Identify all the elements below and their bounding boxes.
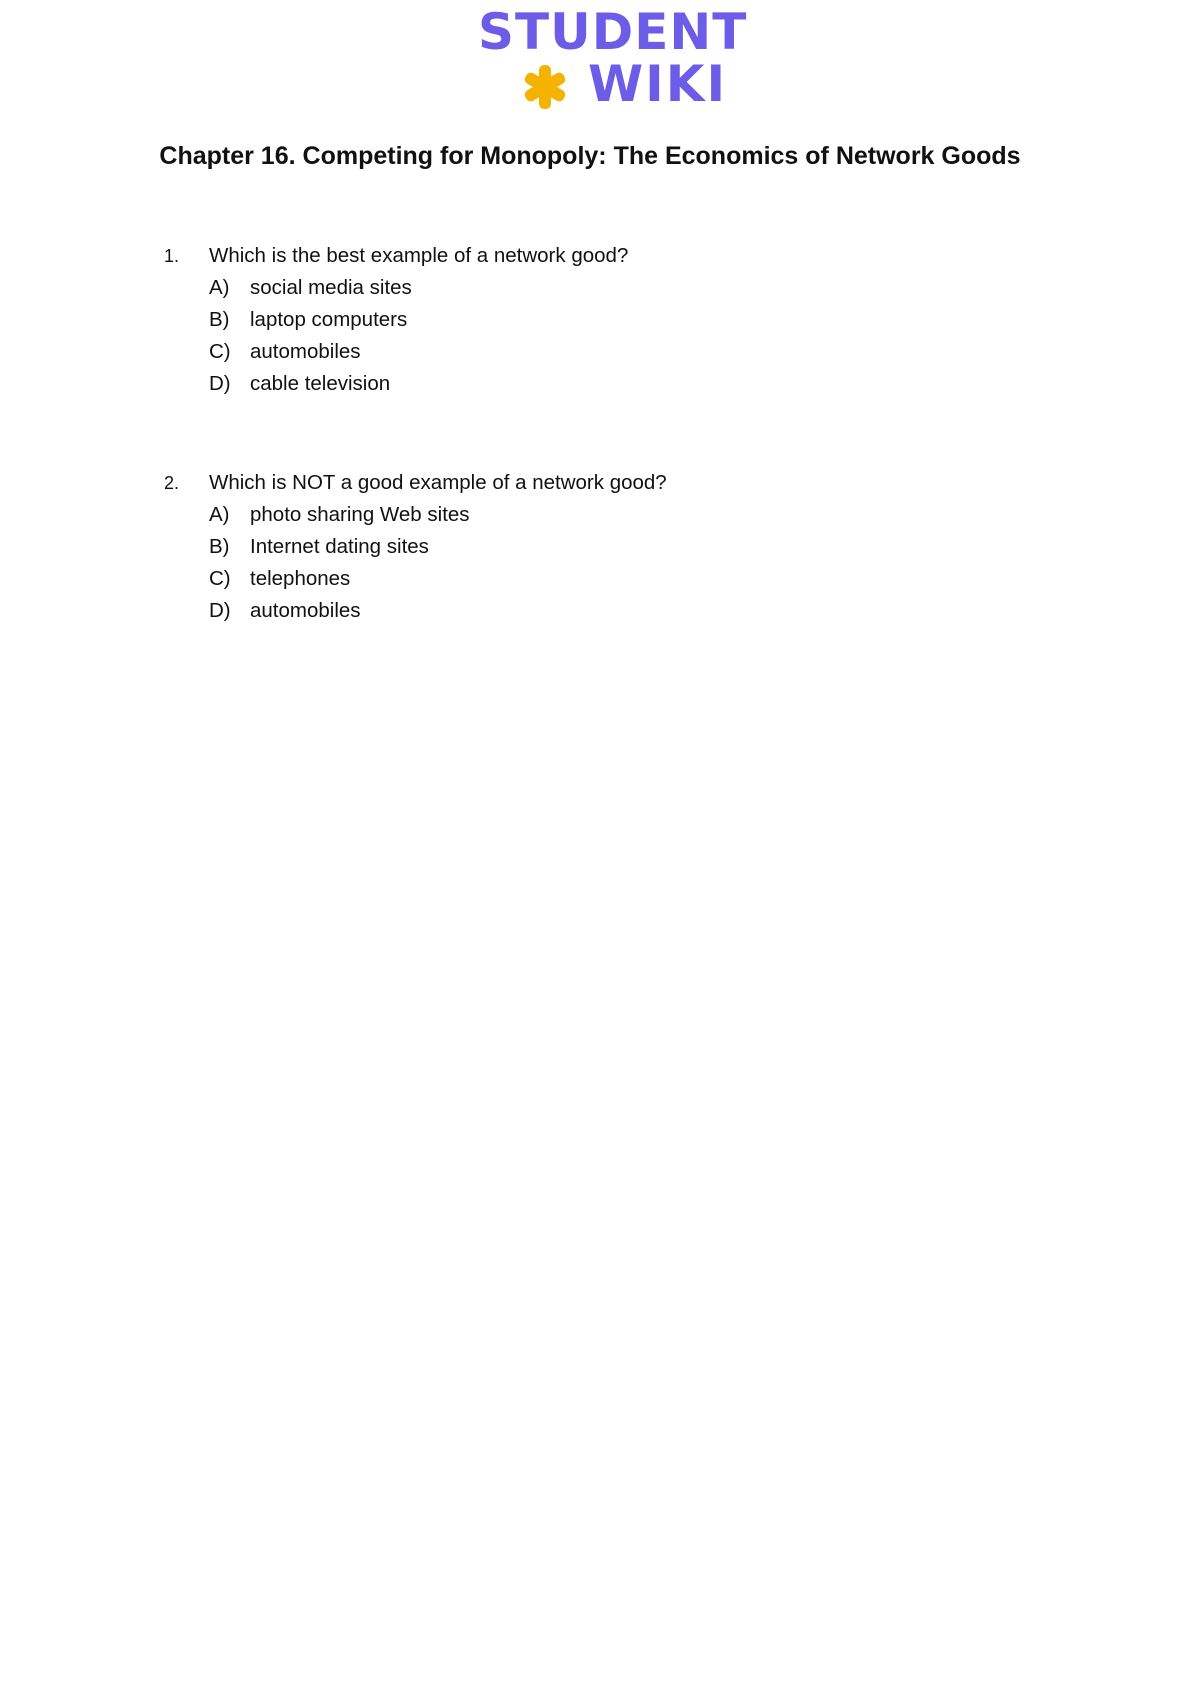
question-number: 1. bbox=[164, 246, 180, 266]
option-text: cable television bbox=[250, 372, 391, 395]
option-letter: D) bbox=[209, 599, 231, 622]
option-letter: B) bbox=[209, 535, 230, 558]
answer-option bbox=[160, 499, 1060, 531]
option-letter: C) bbox=[209, 567, 231, 590]
question-text: Which is NOT a good example of a network good? bbox=[209, 471, 667, 494]
option-text: telephones bbox=[250, 567, 351, 590]
question-1 bbox=[160, 240, 1060, 400]
chapter-title: Chapter 16. Competing for Monopoly: The Economics of Network Goods bbox=[159, 142, 1021, 170]
asterisk-star-icon bbox=[518, 62, 572, 112]
option-letter: D) bbox=[209, 372, 231, 395]
answer-option bbox=[160, 304, 1060, 336]
question-stem bbox=[160, 240, 1060, 272]
option-letter: B) bbox=[209, 308, 230, 331]
option-text: social media sites bbox=[250, 276, 412, 299]
option-letter: A) bbox=[209, 503, 230, 526]
option-letter: C) bbox=[209, 340, 231, 363]
question-stem bbox=[160, 467, 1060, 499]
option-text: photo sharing Web sites bbox=[250, 503, 470, 526]
student-wiki-logo[interactable] bbox=[478, 4, 748, 112]
answer-option bbox=[160, 272, 1060, 304]
answer-option bbox=[160, 595, 1060, 627]
question-text: Which is the best example of a network good? bbox=[209, 244, 629, 267]
option-text: automobiles bbox=[250, 340, 361, 363]
question-number: 2. bbox=[164, 473, 180, 493]
option-text: Internet dating sites bbox=[250, 535, 429, 558]
question-2 bbox=[160, 467, 1060, 627]
option-text: automobiles bbox=[250, 599, 361, 622]
logo-text-wiki: WIKI bbox=[588, 55, 728, 113]
answer-option bbox=[160, 531, 1060, 563]
answer-option bbox=[160, 368, 1060, 400]
option-letter: A) bbox=[209, 276, 230, 299]
logo-text-student: STUDENT bbox=[478, 3, 748, 61]
answer-option bbox=[160, 336, 1060, 368]
answer-option bbox=[160, 563, 1060, 595]
option-text: laptop computers bbox=[250, 308, 408, 331]
